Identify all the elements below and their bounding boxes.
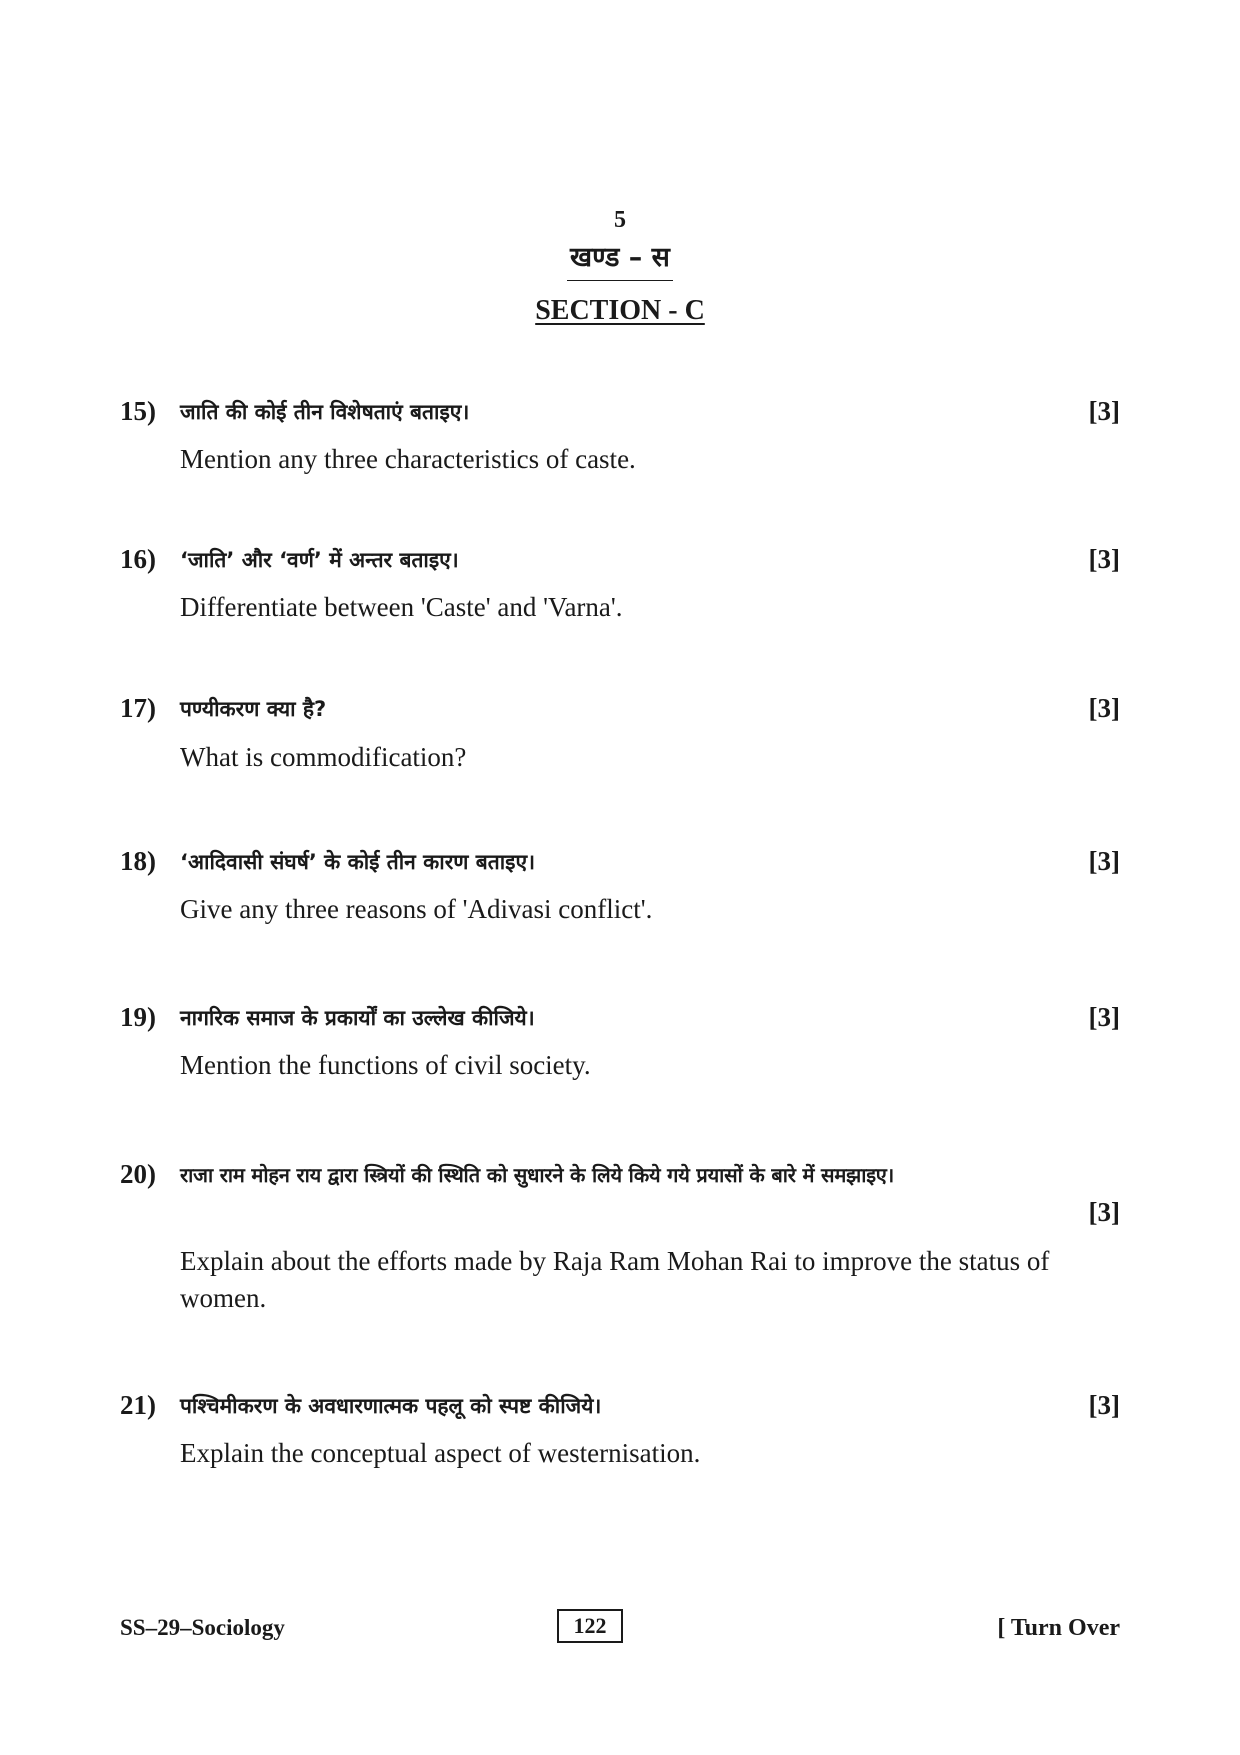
section-heading-hindi <box>0 240 1240 281</box>
question-21 <box>120 1386 1120 1476</box>
section-heading-english <box>0 294 1240 328</box>
question-17 <box>120 689 1120 779</box>
question-number: 17) <box>120 693 156 723</box>
question-text-hindi: ‘आदिवासी संघर्ष’ के कोई तीन कारण बताइए। <box>180 850 536 874</box>
question-number: 19) <box>120 1002 156 1032</box>
question-marks: [3] <box>1088 1390 1120 1420</box>
question-number: 20) <box>120 1159 156 1189</box>
question-marks: [3] <box>1088 1197 1120 1227</box>
question-marks: [3] <box>1088 1002 1120 1032</box>
question-number: 15) <box>120 396 156 426</box>
question-text-english: What is commodification? <box>180 742 467 772</box>
question-text-hindi: जाति की कोई तीन विशेषताएं बताइए। <box>180 400 470 424</box>
page-number: 5 <box>614 207 626 233</box>
question-marks: [3] <box>1088 544 1120 574</box>
question-20 <box>120 1155 1120 1325</box>
question-text-hindi: राजा राम मोहन राय द्वारा स्त्रियों की स्थिति को सुधारने के लिये किये गये प्रयासों के बारे में समझाइए। <box>180 1163 895 1187</box>
question-number: 18) <box>120 846 156 876</box>
question-marks: [3] <box>1088 846 1120 876</box>
question-text-english: Give any three reasons of 'Adivasi conflict'. <box>180 894 653 924</box>
question-19 <box>120 998 1120 1088</box>
question-marks: [3] <box>1088 693 1120 723</box>
section-heading-english-text: SECTION - C <box>535 295 705 326</box>
question-text-english: Explain about the efforts made by Raja Ram Mohan Rai to improve the status of women. <box>180 1246 1050 1313</box>
question-text-english: Differentiate between 'Caste' and 'Varna'. <box>180 592 623 622</box>
footer-paper-code: SS–29–Sociology <box>120 1615 285 1640</box>
question-text-english: Explain the conceptual aspect of westernisation. <box>180 1438 701 1468</box>
question-text-hindi: ‘जाति’ और ‘वर्ण’ में अन्तर बताइए। <box>180 548 459 572</box>
question-text-hindi: पण्यीकरण क्या है? <box>180 697 327 721</box>
section-heading-hindi-text: खण्ड – स <box>567 240 673 281</box>
question-text-hindi: पश्चिमीकरण के अवधारणात्मक पहलू को स्पष्ट कीजिये। <box>180 1394 602 1418</box>
footer-page-box: 122 <box>557 1609 623 1643</box>
question-number: 21) <box>120 1390 156 1420</box>
footer-turn-over: [ Turn Over <box>997 1615 1120 1641</box>
question-number: 16) <box>120 544 156 574</box>
question-text-english: Mention any three characteristics of caste. <box>180 444 636 474</box>
question-18 <box>120 842 1120 932</box>
question-text-hindi: नागरिक समाज के प्रकार्यों का उल्लेख कीजिये। <box>180 1006 535 1030</box>
question-text-english: Mention the functions of civil society. <box>180 1050 591 1080</box>
question-15 <box>120 392 1120 482</box>
question-marks: [3] <box>1088 396 1120 426</box>
question-16 <box>120 540 1120 630</box>
